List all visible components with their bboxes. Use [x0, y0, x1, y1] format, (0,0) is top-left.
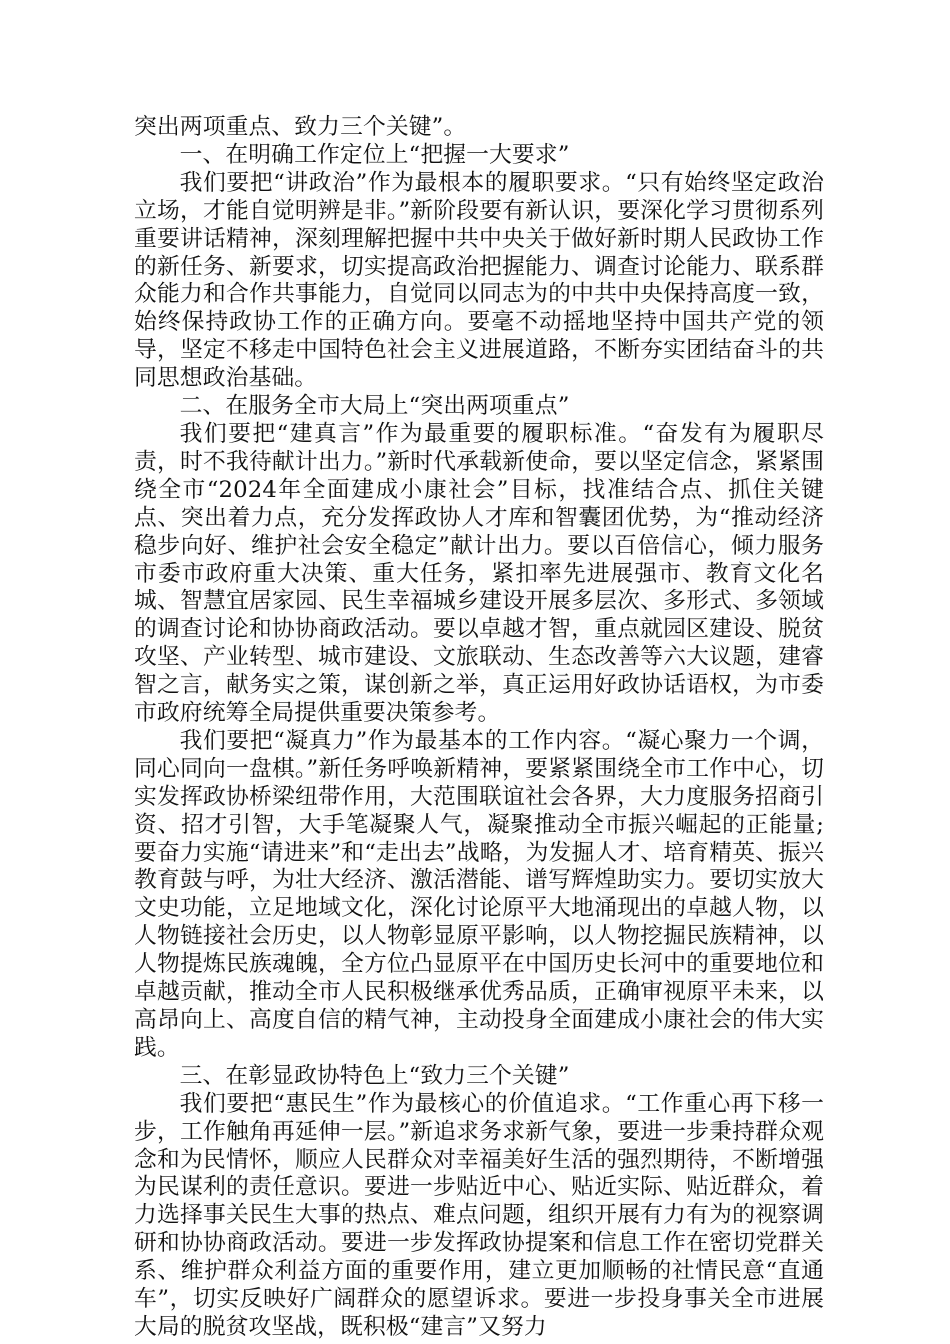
body-paragraph: 我们要把“凝真力”作为最基本的工作内容。“凝心聚力一个调，同心同向一盘棋。”新任务呼唤新精神，要紧紧围绕全市工作中心，切实发挥政协桥梁纽带作用，大范围联谊社会各界，大力度服务招商引资、招才引智，大手笔凝聚人气，凝聚推动全市振兴崛起的正能量;要奋力实施“请进来”和“走出去”战略，为发掘人才、培育精英、振兴教育鼓与呼，为壮大经济、激活潜能、谱写辉煌助实力。要切实放大文史功能，立足地域文化，深化讨论原平大地涌现出的卓越人物，以人物链接社会历史，以人物彰显原平影响，以人物挖掘民族精神，以人物提炼民族魂魄，全方位凸显原平在中国历史长河中的重要地位和卓越贡献，推动全市人民积极继承优秀品质，正确审视原平未来，以高昂向上、高度自信的精气神，主动投身全面建成小康社会的伟大实践。 [134, 727, 824, 1061]
section-heading-2: 二、在服务全市大局上“突出两项重点” [179, 393, 570, 420]
body-paragraph: 我们要把“讲政治”作为最根本的履职要求。“只有始终坚定政治立场，才能自觉明辨是非。”新阶段要有新认识，要深化学习贯彻系列重要讲话精神，深刻理解把握中共中央关于做好新时期人民政协工作的新任务、新要求，切实提高政治把握能力、调查讨论能力、联系群众能力和合作共事能力，自觉同以同志为的中共中央保持高度一致，始终保持政协工作的正确方向。要毫不动摇地坚持中国共产党的领导，坚定不移走中国特色社会主义进展道路，不断夯实团结奋斗的共同思想政治基础。 [134, 169, 824, 392]
body-paragraph: 我们要把“建真言”作为最重要的履职标准。“奋发有为履职尽责，时不我待献计出力。”新时代承载新使命，要以坚定信念，紧紧围绕全市“2024年全面建成小康社会”目标，找准结合点、抓住关键点、突出着力点，充分发挥政协人才库和智囊团优势，为“推动经济稳步向好、维护社会安全稳定”献计出力。要以百倍信心，倾力服务市委市政府重大决策、重大任务，紧扣率先进展强市、教育文化名城、智慧宜居家园、民生幸福城乡建设开展多层次、多形式、多领域的调查讨论和协协商政活动。要以卓越才智，重点就园区建设、脱贫攻坚、产业转型、城市建设、文旅联动、生态改善等六大议题，建睿智之言，献务实之策，谋创新之举，真正运用好政协话语权，为市委市政府统筹全局提供重要决策参考。 [134, 420, 824, 727]
section-heading-1: 一、在明确工作定位上“把握一大要求” [179, 141, 570, 168]
section-heading-3: 三、在彰显政协特色上“致力三个关键” [179, 1062, 570, 1089]
body-paragraph: 我们要把“惠民生”作为最核心的价值追求。“工作重心再下移一步，工作触角再延伸一层。”新追求务求新气象，要进一步秉持群众观念和为民情怀，顺应人民群众对幸福美好生活的强烈期待，不断增强为民谋利的责任意识。要进一步贴近中心、贴近实际、贴近群众，着力选择事关民生大事的热点、难点问题，组织开展有力有为的视察调研和协协商政活动。要进一步发挥政协提案和信息工作在密切党群关系、维护群众利益方面的重要作用，建立更加顺畅的社情民意“直通车”，切实反映好广阔群众的愿望诉求。要进一步投身事关全市进展大局的脱贫攻坚战，既积极“建言”又努力 [134, 1090, 824, 1340]
paragraph-continuation: 突出两项重点、致力三个关键”。 [134, 114, 467, 140]
document-body [134, 114, 824, 1342]
